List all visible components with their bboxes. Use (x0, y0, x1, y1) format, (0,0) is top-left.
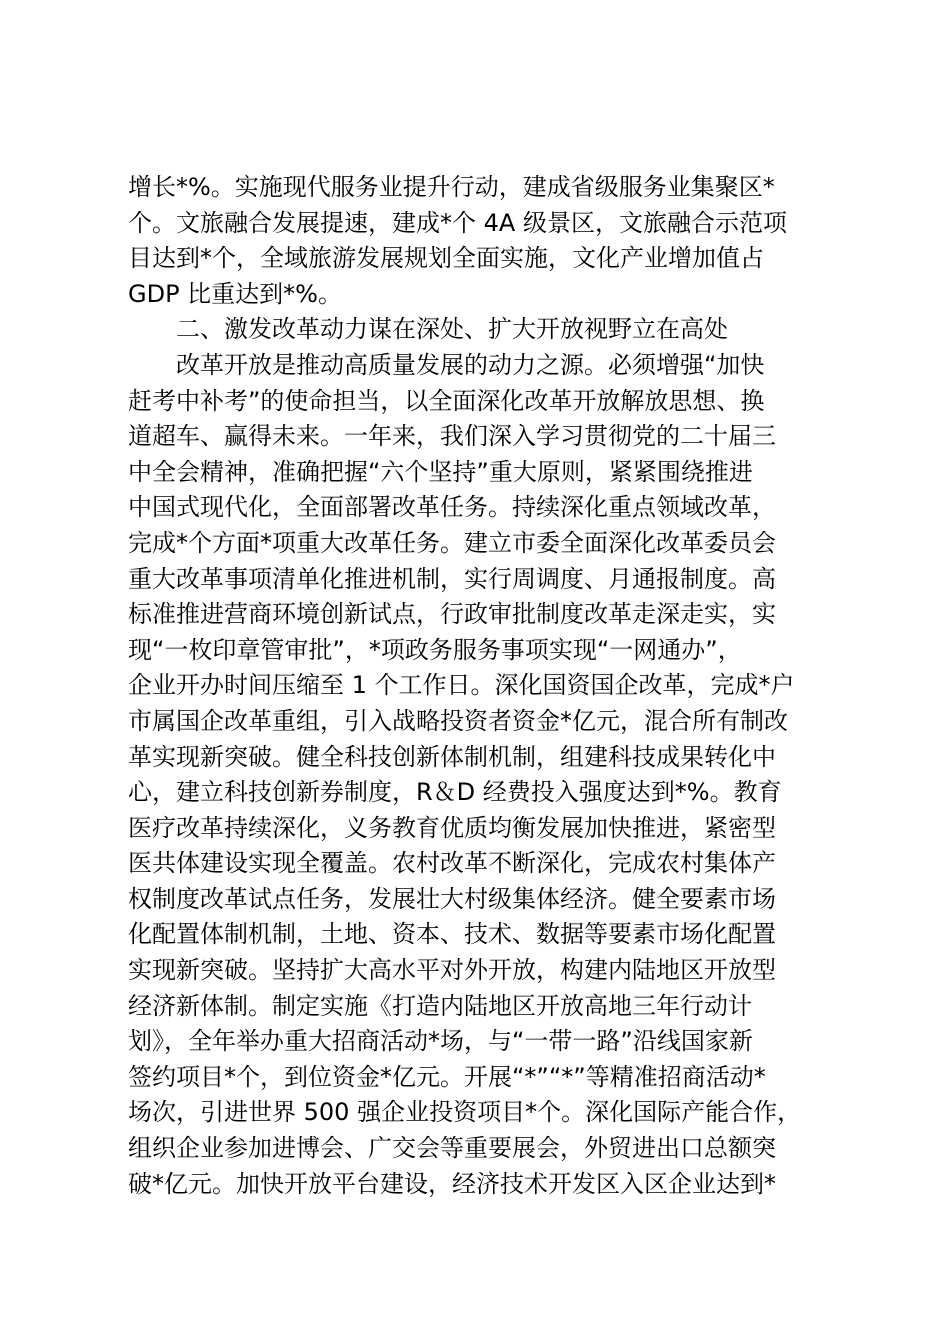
paragraph-2-line: 场次，引进世界 500 强企业投资项目*个。深化国际产能合作， (128, 1098, 802, 1127)
paragraph-2-line: 划》，全年举办重大招商活动*场，与“一带一路”沿线国家新 (128, 1027, 753, 1056)
paragraph-1-line: 目达到*个，全域旅游发展规划全面实施，文化产业增加值占 (128, 244, 764, 273)
paragraph-2-line: 企业开办时间压缩至 1 个工作日。深化国资国企改革，完成*户 (128, 671, 795, 700)
paragraph-2-line: 道超车、赢得未来。一年来，我们深入学习贯彻党的二十届三 (128, 422, 776, 451)
paragraph-1-line: GDP 比重达到*%。 (128, 279, 342, 308)
paragraph-1-line: 增长*%。实施现代服务业提升行动，建成省级服务业集聚区* (128, 173, 775, 201)
section-heading: 二、激发改革动力谋在深处、扩大开放视野立在高处 (176, 315, 728, 344)
paragraph-1-line: 个。文旅融合发展提速，建成*个 4A 级景区，文旅融合示范项 (128, 208, 787, 237)
paragraph-2-line: 签约项目*个，到位资金*亿元。开展“*”“*”等精准招商活动* (128, 1062, 766, 1091)
paragraph-2-line: 市属国企改革重组，引入战略投资者资金*亿元，混合所有制改 (128, 706, 788, 735)
paragraph-2-line: 心，建立科技创新券制度，R＆D 经费投入强度达到*%。教育 (128, 778, 782, 807)
paragraph-2-line: 医疗改革持续深化，义务教育优质均衡发展加快推进，紧密型 (128, 813, 776, 842)
paragraph-2-line: 赶考中补考”的使命担当，以全面深化改革开放解放思想、换 (128, 386, 765, 415)
paragraph-2-line: 标准推进营商环境创新试点，行政审批制度改革走深走实，实 (128, 600, 776, 629)
paragraph-2-line: 现“一枚印章管审批”，*项政务服务事项实现“一网通办”， (128, 635, 742, 664)
paragraph-2-line: 中全会精神，准确把握“六个坚持”重大原则，紧紧围绕推进 (128, 457, 753, 486)
paragraph-2-line: 化配置体制机制，土地、资本、技术、数据等要素市场化配置 (128, 920, 776, 949)
paragraph-2-line: 重大改革事项清单化推进机制，实行周调度、月通报制度。高 (128, 564, 776, 593)
paragraph-2-line: 经济新体制。制定实施《打造内陆地区开放高地三年行动计 (128, 991, 752, 1020)
paragraph-2-line: 权制度改革试点任务，发展壮大村级集体经济。健全要素市场 (128, 884, 776, 913)
paragraph-2-line: 实现新突破。坚持扩大高水平对外开放，构建内陆地区开放型 (128, 956, 776, 985)
paragraph-2-line: 破*亿元。加快开放平台建设，经济技术开发区入区企业达到* (128, 1169, 776, 1198)
paragraph-2-line: 医共体建设实现全覆盖。农村改革不断深化，完成农村集体产 (128, 849, 776, 878)
paragraph-2-line: 革实现新突破。健全科技创新体制机制，组建科技成果转化中 (128, 742, 776, 771)
document-body (128, 170, 868, 1202)
paragraph-2-line: 完成*个方面*项重大改革任务。建立市委全面深化改革委员会 (128, 528, 776, 557)
paragraph-2-line: 中国式现代化，全面部署改革任务。持续深化重点领域改革， (128, 493, 776, 522)
paragraph-2-line: 组织企业参加进博会、广交会等重要展会，外贸进出口总额突 (128, 1134, 776, 1163)
paragraph-2-line: 改革开放是推动高质量发展的动力之源。必须增强“加快 (176, 350, 765, 379)
